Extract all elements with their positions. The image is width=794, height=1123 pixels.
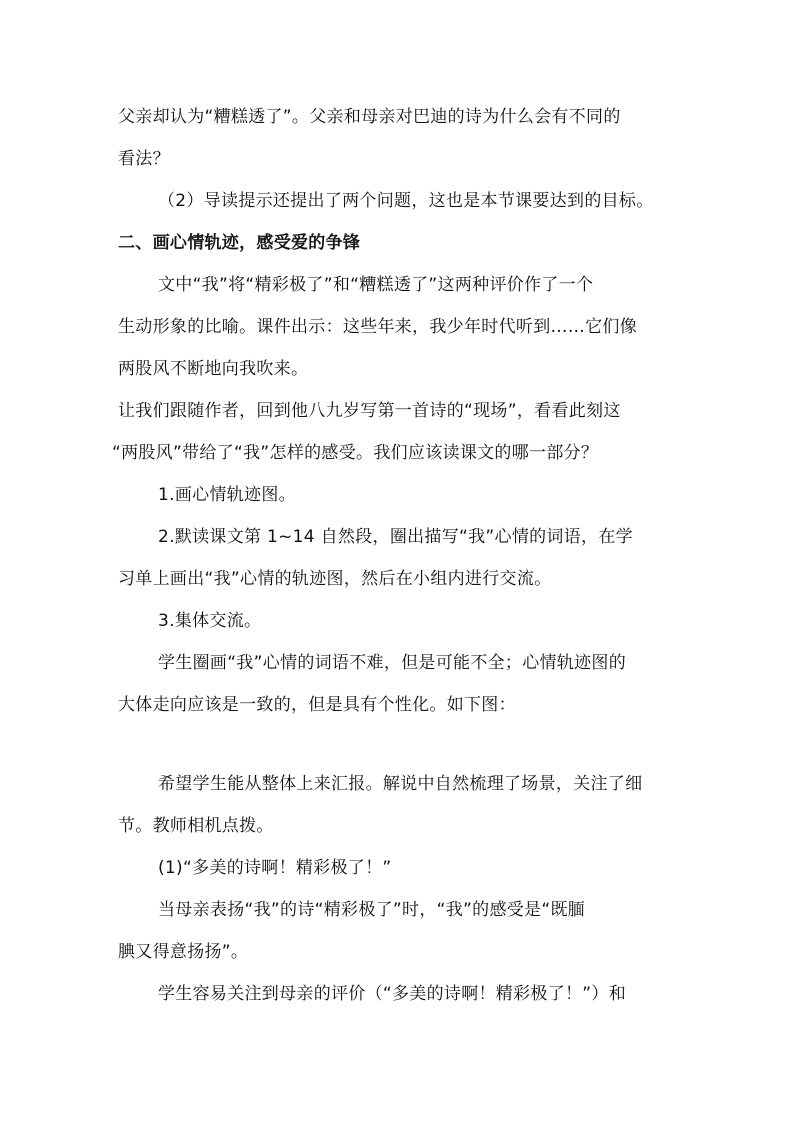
section-heading-text: 二、画心情轨迹，感受爱的争锋 (118, 233, 361, 253)
text-line: 父亲却认为“糟糕透了”。父亲和母亲对巴迪的诗为什么会有不同的 (118, 107, 621, 127)
text-line: 看法？ (118, 149, 170, 169)
text-line: 习单上画出“我”心情的轨迹图，然后在小组内进行交流。 (118, 569, 552, 589)
text-line: 腆又得意扬扬”。 (118, 942, 249, 962)
text-line: 希望学生能从整体上来汇报。解说中自然梳理了场景，关注了细 (158, 774, 643, 794)
text-line: 3.集体交流。 (158, 611, 262, 631)
text-line: 学生容易关注到母亲的评价（“多美的诗啊！精彩极了！”）和 (158, 984, 627, 1004)
text-line: 大体走向应该是一致的，但是具有个性化。如下图： (118, 695, 516, 715)
text-line: “两股风”带给了“我”怎样的感受。我们应该读课文的哪一部分？ (112, 443, 599, 463)
text-line: 生动形象的比喻。课件出示：这些年来，我少年时代听到……它们像 (118, 317, 637, 337)
text-line: 1.画心情轨迹图。 (158, 485, 296, 505)
text-line: 2.默读课文第 1~14 自然段，圈出描写“我”心情的词语，在学 (158, 527, 633, 547)
text-line: 当母亲表扬“我”的诗“精彩极了”时，“我”的感受是“既腼 (158, 900, 586, 920)
text-line: 两股风不断地向我吹来。 (118, 359, 309, 379)
text-line: 学生圈画“我”心情的词语不难，但是可能不全；心情轨迹图的 (158, 653, 627, 673)
text-line: 文中“我”将“精彩极了”和“糟糕透了”这两种评价作了一个 (158, 275, 594, 295)
text-line: 让我们跟随作者，回到他八九岁写第一首诗的“现场”，看看此刻这 (118, 401, 621, 421)
text-line: 节。教师相机点拨。 (118, 816, 274, 836)
text-line: （2）导读提示还提出了两个问题，这也是本节课要达到的目标。 (158, 191, 654, 211)
text-line: (1)“多美的诗啊！精彩极了！” (158, 858, 392, 878)
